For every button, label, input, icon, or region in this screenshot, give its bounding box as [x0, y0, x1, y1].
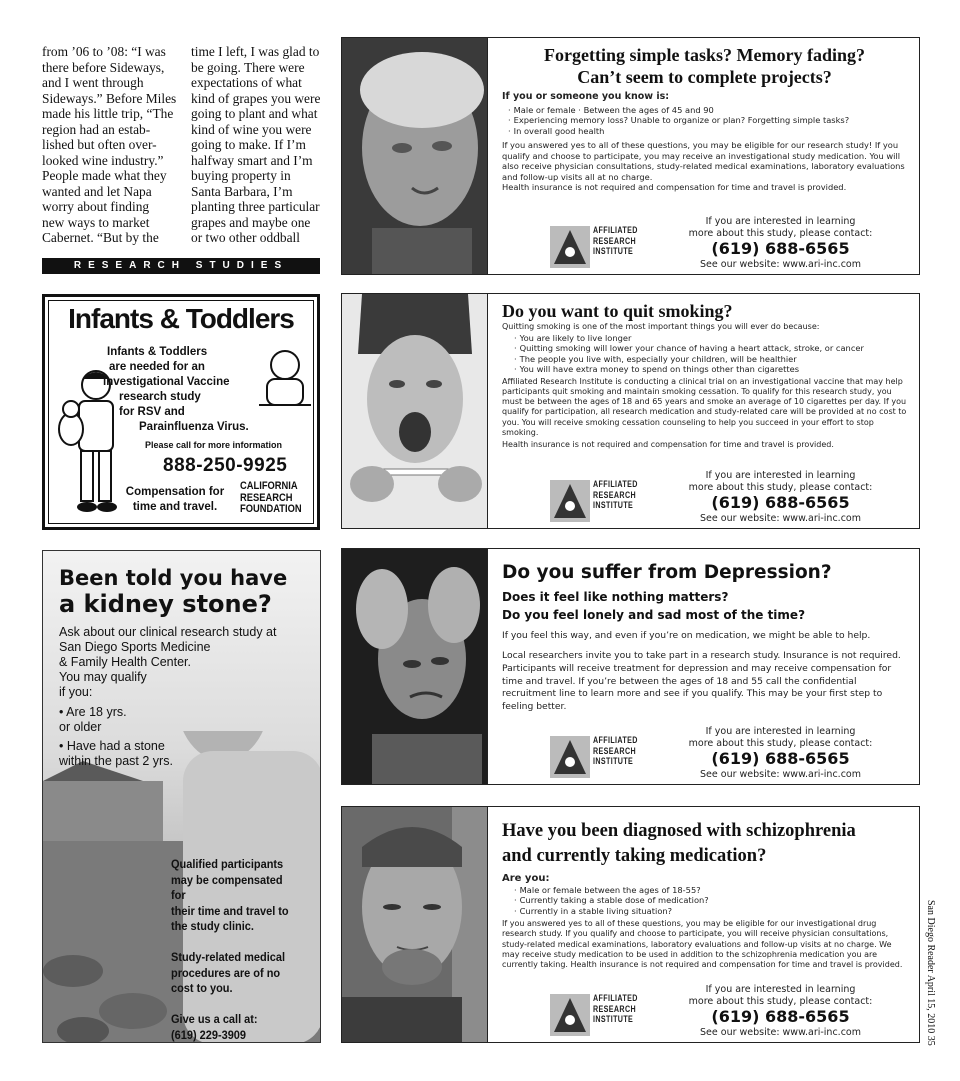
ari-logo — [550, 993, 638, 1036]
ad-line: investigational Vaccine — [103, 376, 230, 388]
ad-headline: Forgetting simple tasks? Memory fading? — [544, 45, 865, 65]
phone-number: (619) 688-6565 — [711, 493, 850, 512]
infants-toddlers-ad — [42, 294, 320, 530]
ad-body: Affiliated Research Institute is conducting a clinical trial on an investigational vaccine that may help participants quit smoking and maintain smoking cessation. To qualify for this research study, you must be between the ages of 18 and 65 years and smoke an average of 10 cigarettes per day. If you qualify for participation, all research medication and study-related care will be provided at no cost to you. You will receive smoking cessation counseling to help you succeed in your effort to stop smoking. — [502, 376, 907, 437]
ari-logo-text: AFFILIATED RESEARCH INSTITUTE — [593, 479, 638, 511]
ad-headline: Can’t seem to complete projects? — [577, 67, 832, 87]
ari-logo-icon — [550, 226, 590, 268]
article-text: from ’06 to ’08: “I was there before Sideways, and I went through Sideways.” Before Miles made his little trip, “The region had an estab- lished but often over- looked wine industry.” People made what they wanted and let Napa worry about finding new ways to market Cabernet. “But by the — [42, 44, 177, 245]
ari-logo — [550, 479, 638, 522]
contact-line: If you are interested in learning — [705, 984, 856, 995]
list-item: · Currently in a stable living situation? — [508, 906, 907, 917]
contact-line: If you are interested in learning — [705, 216, 856, 227]
ad-body: If you answered yes to all of these questions, you may be eligible for our research study! If you qualify and choose to participate, you may receive an investigational study medication. You will also receive physician consultations, study-related medical examinations, laboratory evaluations and follow-up visits all at no charge. — [502, 140, 905, 182]
ad-body: Ask about our clinical research study at San Diego Sports Medicine & Family Health Center. You may qualify if you: — [59, 625, 277, 699]
ad-title-line: Been told you have — [59, 566, 288, 590]
ari-logo-icon — [550, 994, 590, 1036]
ad-bullets — [502, 105, 907, 137]
contact-line: If you are interested in learning — [705, 470, 856, 481]
ari-logo-text: AFFILIATED RESEARCH INSTITUTE — [593, 225, 638, 257]
contact-line: If you are interested in learning — [705, 726, 856, 737]
website-line: See our website: www.ari-inc.com — [700, 1027, 861, 1038]
phone-number: 888-250-9925 — [163, 455, 288, 476]
ad-headline: and currently taking medication? — [502, 846, 767, 866]
section-bar: RESEARCH STUDIES — [42, 258, 320, 274]
contact-info — [642, 726, 919, 780]
ad-text — [103, 345, 273, 435]
ad-body: If you feel this way, and even if you’re on medication, we might be able to help. — [502, 630, 871, 641]
contact-line: more about this study, please contact: — [688, 481, 873, 493]
article-column-1 — [42, 44, 182, 246]
ad-compensation: Compensation for time and travel. — [125, 486, 225, 513]
ad-line: Infants & Toddlers — [107, 346, 208, 358]
list-item: · Experiencing memory loss? Unable to organize or plan? Forgetting simple tasks? — [502, 115, 907, 126]
ari-contact — [542, 470, 919, 526]
list-item: · You will have extra money to spend on things other than cigarettes — [508, 364, 907, 375]
ad-title-line: a kidney stone? — [59, 590, 272, 618]
contact-line: more about this study, please contact: — [688, 227, 873, 239]
phone-number: (619) 688-6565 — [711, 1007, 850, 1026]
woman-breaking-cigarette-photo — [342, 294, 488, 528]
page-footer-credit: San Diego Reader April 15, 2010 35 — [925, 900, 936, 1046]
list-item: · Male or female · Between the ages of 45 and 90 — [502, 105, 907, 116]
ari-logo-text: AFFILIATED RESEARCH INSTITUTE — [593, 993, 638, 1025]
ad-lead: Quitting smoking is one of the most important things you will ever do because: — [502, 322, 820, 331]
article-text: time I left, I was glad to be going. There were expectations of what kind of grapes you were going to plant and what kind of wine you were going to make. If I’m halfway smart and I’m buying property in Santa Barbara, I’m planting three particular grapes and maybe one or two other oddball — [191, 44, 321, 245]
ad-title: Infants & Toddlers — [68, 303, 294, 334]
ad-body: Local researchers invite you to take part in a research study. Insurance is not required. Participants will receive treatment for depression and may receive compensation for time and travel. If you’re between the ages of 18 and 55 call the confidential recruitment line to learn more and see if you qualify. This may be your first step to feeling better. — [502, 650, 901, 713]
schizophrenia-study-ad — [341, 806, 920, 1043]
ad-lead: Are you: — [502, 873, 550, 884]
ad-qualification-text: Qualified participants may be compensated for their time and travel to the study clinic. Study-related medical procedures are of no cost to you. Give us a call at: (619) 229-3909 — [171, 857, 289, 1042]
ari-logo-icon — [550, 480, 590, 522]
ad-subhead: Do you feel lonely and sad most of the time? — [502, 608, 806, 622]
contact-line: more about this study, please contact: — [688, 995, 873, 1007]
list-item: · In overall good health — [502, 126, 907, 137]
ari-contact — [542, 984, 919, 1040]
ad-body: If you answered yes to all of these questions, you may be eligible for our investigational drug research study. If you qualify and choose to participate, you will receive physician consultations, study-related medical examinations, laboratory evaluations and follow-up visits at no charge. We may receive study medication to be used in addition to the schizophrenia medication you are currently taking. Health insurance is not required and compensation for time and travel is provided. — [502, 919, 903, 970]
list-item: · Currently taking a stable dose of medication? — [508, 895, 907, 906]
list-item: · Male or female between the ages of 18-55? — [508, 885, 907, 896]
ad-headline: Do you suffer from Depression? — [502, 562, 832, 583]
contact-info — [642, 216, 919, 270]
ari-logo-icon — [550, 736, 590, 778]
ad-line: are needed for an — [109, 361, 205, 373]
ad-bullets — [502, 333, 907, 375]
website-line: See our website: www.ari-inc.com — [700, 259, 861, 270]
ari-logo-text: AFFILIATED RESEARCH INSTITUTE — [593, 735, 638, 767]
memory-study-ad — [341, 37, 920, 275]
ad-line: research study — [119, 391, 201, 403]
ari-contact — [542, 726, 919, 782]
depression-study-ad — [341, 548, 920, 785]
contact-info — [642, 470, 919, 524]
ad-line: Parainfluenza Virus. — [139, 421, 249, 433]
phone-number: (619) 688-6565 — [711, 239, 850, 258]
ari-logo — [550, 225, 638, 268]
ari-contact — [542, 216, 919, 272]
list-item: · Quitting smoking will lower your chance of having a heart attack, stroke, or cancer — [508, 343, 907, 354]
distressed-woman-photo — [342, 549, 488, 784]
list-item: · You are likely to live longer — [508, 333, 907, 344]
ad-headline: Do you want to quit smoking? — [502, 301, 733, 321]
phone-number: (619) 688-6565 — [711, 749, 850, 768]
website-line: See our website: www.ari-inc.com — [700, 769, 861, 780]
website-line: See our website: www.ari-inc.com — [700, 513, 861, 524]
article-column-2 — [191, 44, 331, 246]
ad-subhead: Does it feel like nothing matters? — [502, 590, 729, 604]
ad-lead: If you or someone you know is: — [502, 91, 670, 102]
ad-bullets — [502, 885, 907, 917]
list-item: • Have had a stone within the past 2 yrs. — [59, 739, 173, 768]
ad-title — [59, 565, 319, 617]
ad-line: for RSV and — [119, 406, 185, 418]
ad-call-line: Please call for more information — [145, 440, 283, 450]
contact-info — [642, 984, 919, 1038]
smoking-study-ad — [341, 293, 920, 529]
contact-line: more about this study, please contact: — [688, 737, 873, 749]
list-item: • Are 18 yrs. or older — [59, 705, 127, 734]
elderly-woman-photo — [342, 38, 488, 274]
foundation-logo: CALIFORNIA RESEARCH FOUNDATION — [240, 480, 302, 515]
ad-note: Health insurance is not required and compensation for time and travel is provided. — [502, 440, 834, 450]
young-man-photo — [342, 807, 488, 1042]
kidney-stone-ad — [42, 550, 321, 1043]
ad-headline: Have you been diagnosed with schizophrenia — [502, 821, 856, 841]
list-item: · The people you live with, especially your children, will be healthier — [508, 354, 907, 365]
ari-logo — [550, 735, 638, 778]
ad-note: Health insurance is not required and compensation for time and travel is provided. — [502, 182, 847, 192]
